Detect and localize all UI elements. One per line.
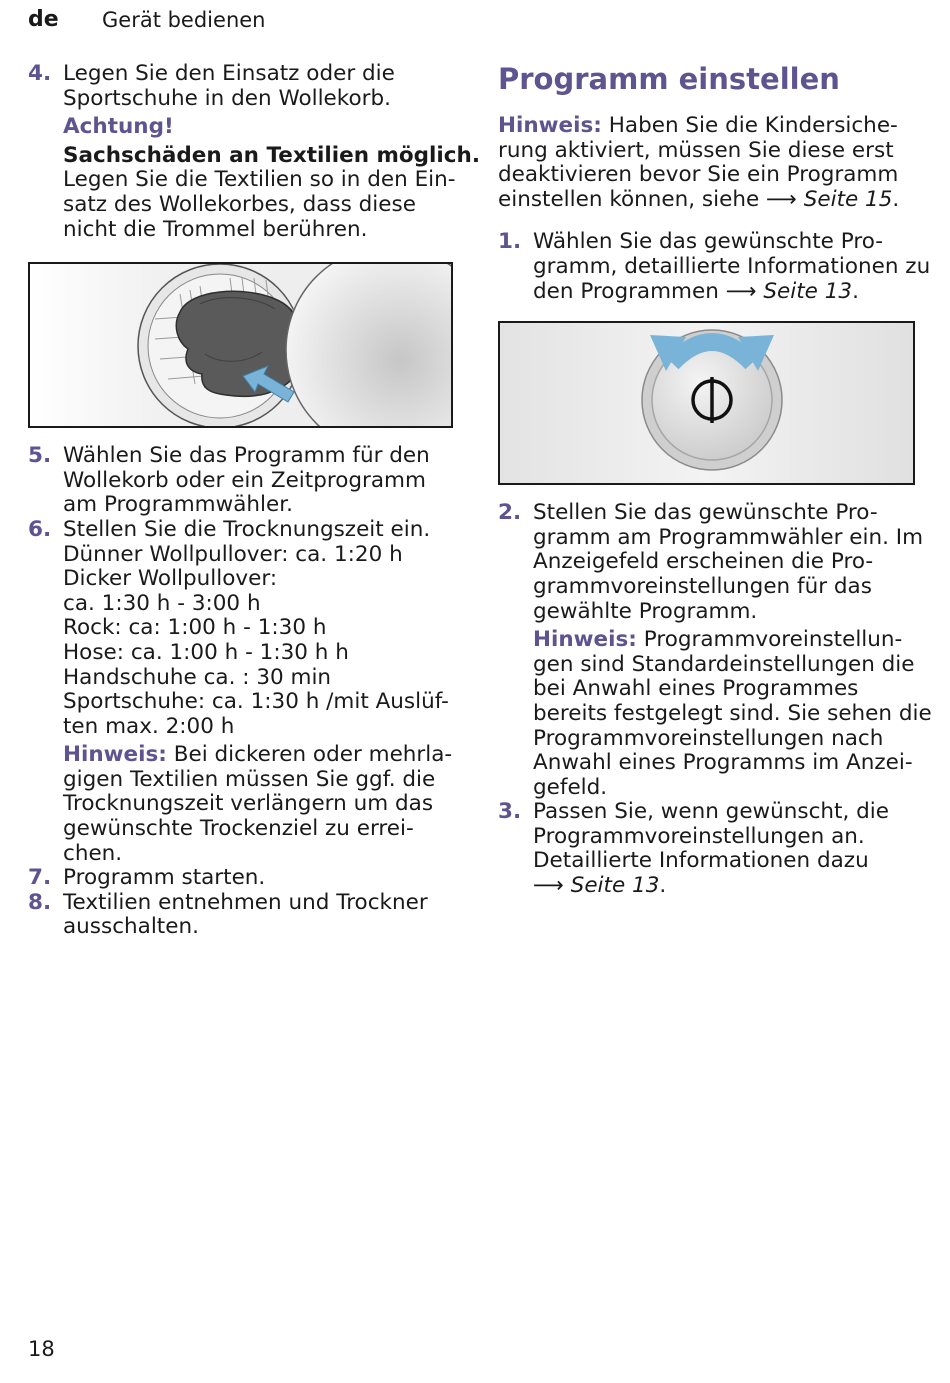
warning-text-line: satz des Wollekorbes, dass diese <box>63 191 416 217</box>
note-line: gigen Textilien müssen Sie ggf. die <box>63 766 436 792</box>
step-text-line: Legen Sie den Einsatz oder die <box>63 61 395 86</box>
note-text: Haben Sie die Kindersiche- <box>608 113 898 138</box>
step-text-line <box>533 280 928 305</box>
warning-text-line: Legen Sie die Textilien so in den Ein- <box>63 167 456 193</box>
note-line: bereits festgelegt sind. Sie sehen die <box>533 700 932 726</box>
step-text-line: ten max. 2:00 h <box>63 713 235 739</box>
arrow-icon: ⟶ <box>725 278 757 304</box>
warning-text-line: nicht die Trommel berühren. <box>63 216 368 242</box>
note-line: gewünschte Trockenziel zu errei- <box>63 816 414 842</box>
note-label: Hinweis: <box>498 113 602 138</box>
note-line <box>533 628 928 653</box>
step-7 <box>28 866 453 891</box>
note-line: gen sind Standardeinstellungen die <box>533 651 915 677</box>
step-text-line: gewählte Programm. <box>533 598 758 624</box>
section-title: Gerät bedienen <box>102 8 266 32</box>
step-text-line: Wählen Sie das gewünschte Pro- <box>533 229 884 255</box>
step-8 <box>28 891 453 940</box>
step-number: 5. <box>28 443 52 469</box>
step-text-line: Detaillierte Informationen dazu <box>533 848 869 874</box>
step-text-line <box>533 874 928 899</box>
step-number: 8. <box>28 889 52 915</box>
note-label: Hinweis: <box>63 742 167 768</box>
arrow-icon: ⟶ <box>533 873 564 899</box>
step-text-line: Stellen Sie die Trocknungszeit ein. <box>63 516 431 542</box>
step-text-line: gramm, detaillierte Informationen zu <box>533 253 931 279</box>
note-label: Hinweis: <box>533 627 637 653</box>
step-number: 7. <box>28 865 52 891</box>
step-text-line: Stellen Sie das gewünschte Pro- <box>533 500 878 526</box>
step-number: 4. <box>28 61 52 86</box>
note-text: einstellen können, siehe <box>498 186 760 212</box>
page-reference-link[interactable]: Seite 13 <box>763 278 853 304</box>
note-line: chen. <box>63 840 123 866</box>
punctuation: . <box>659 873 667 899</box>
step-5 <box>28 444 453 518</box>
step-number: 2. <box>498 500 522 526</box>
note-line: gefeld. <box>533 774 608 800</box>
step-text-line: Anzeigefeld erscheinen die Pro- <box>533 549 874 575</box>
step-text-line: Sportschuhe: ca. 1:30 h /mit Auslüf- <box>63 689 449 715</box>
step-text-line: Programm starten. <box>63 865 266 891</box>
note-line: Anwahl eines Programms im Anzei- <box>533 750 913 776</box>
step-text-line: Rock: ca: 1:00 h - 1:30 h <box>63 615 327 641</box>
step-text-line: Passen Sie, wenn gewünscht, die <box>533 799 889 825</box>
step-3 <box>498 800 928 898</box>
note-line: deaktivieren bevor Sie ein Programm <box>498 162 899 188</box>
note-line: Trocknungszeit verlängern um das <box>63 791 434 817</box>
left-column <box>28 61 481 940</box>
punctuation: . <box>892 186 900 212</box>
page-reference-link[interactable]: Seite 15 <box>803 186 893 212</box>
step-text-line: Wollekorb oder ein Zeitprogramm <box>63 467 426 493</box>
step-text: den Programmen <box>533 278 719 304</box>
step-number: 1. <box>498 229 522 255</box>
page-number: 18 <box>28 1337 55 1361</box>
step-number: 6. <box>28 516 52 542</box>
step-text-line: grammvoreinstellungen für das <box>533 573 872 599</box>
step-text-line: Hose: ca. 1:00 h - 1:30 h h <box>63 639 349 665</box>
note-line: rung aktiviert, müssen Sie diese erst <box>498 137 894 163</box>
step-text-line: Programmvoreinstellungen an. <box>533 823 865 849</box>
step-text-line: ca. 1:30 h - 3:00 h <box>63 590 261 616</box>
step-text-line: Textilien entnehmen und Trockner <box>63 889 428 915</box>
right-column <box>498 62 932 899</box>
note-text: Programmvoreinstellun- <box>643 627 903 653</box>
note-line: bei Anwahl eines Programmes <box>533 676 859 702</box>
arrow-icon: ⟶ <box>766 186 797 212</box>
intro-note <box>498 114 928 212</box>
note-line <box>63 743 453 768</box>
step-text-line: Dicker Wollpullover: <box>63 566 278 592</box>
step-text-line: Sportschuhe in den Wollekorb. <box>63 85 391 111</box>
section-heading: Programm einstellen <box>498 62 840 96</box>
step-text-line: ausschalten. <box>63 914 199 940</box>
step-4 <box>28 61 481 242</box>
step-text-line: gramm am Programmwähler ein. Im <box>533 524 924 550</box>
step-2 <box>498 500 932 800</box>
note-line <box>498 188 928 213</box>
page-reference-link[interactable]: Seite 13 <box>570 873 660 899</box>
step-number: 3. <box>498 799 522 825</box>
step-6 <box>28 518 453 866</box>
step-text-line: Handschuhe ca. : 30 min <box>63 664 332 690</box>
note-line <box>498 114 928 139</box>
step-text-line: Dünner Wollpullover: ca. 1:20 h <box>63 541 403 567</box>
program-selector-illustration <box>498 321 915 485</box>
note-text: Bei dickeren oder mehrla- <box>173 742 453 768</box>
language-code: de <box>28 7 59 32</box>
warning-title: Sachschäden an Textilien möglich. <box>63 142 481 168</box>
step-text-line: am Programmwähler. <box>63 492 293 518</box>
step-text-line: Wählen Sie das Programm für den <box>63 443 430 469</box>
note-line: Programmvoreinstellungen nach <box>533 725 884 751</box>
warning-label: Achtung! <box>63 114 174 140</box>
punctuation: . <box>852 278 859 304</box>
wool-basket-illustration <box>28 262 453 428</box>
step-1 <box>498 229 931 304</box>
